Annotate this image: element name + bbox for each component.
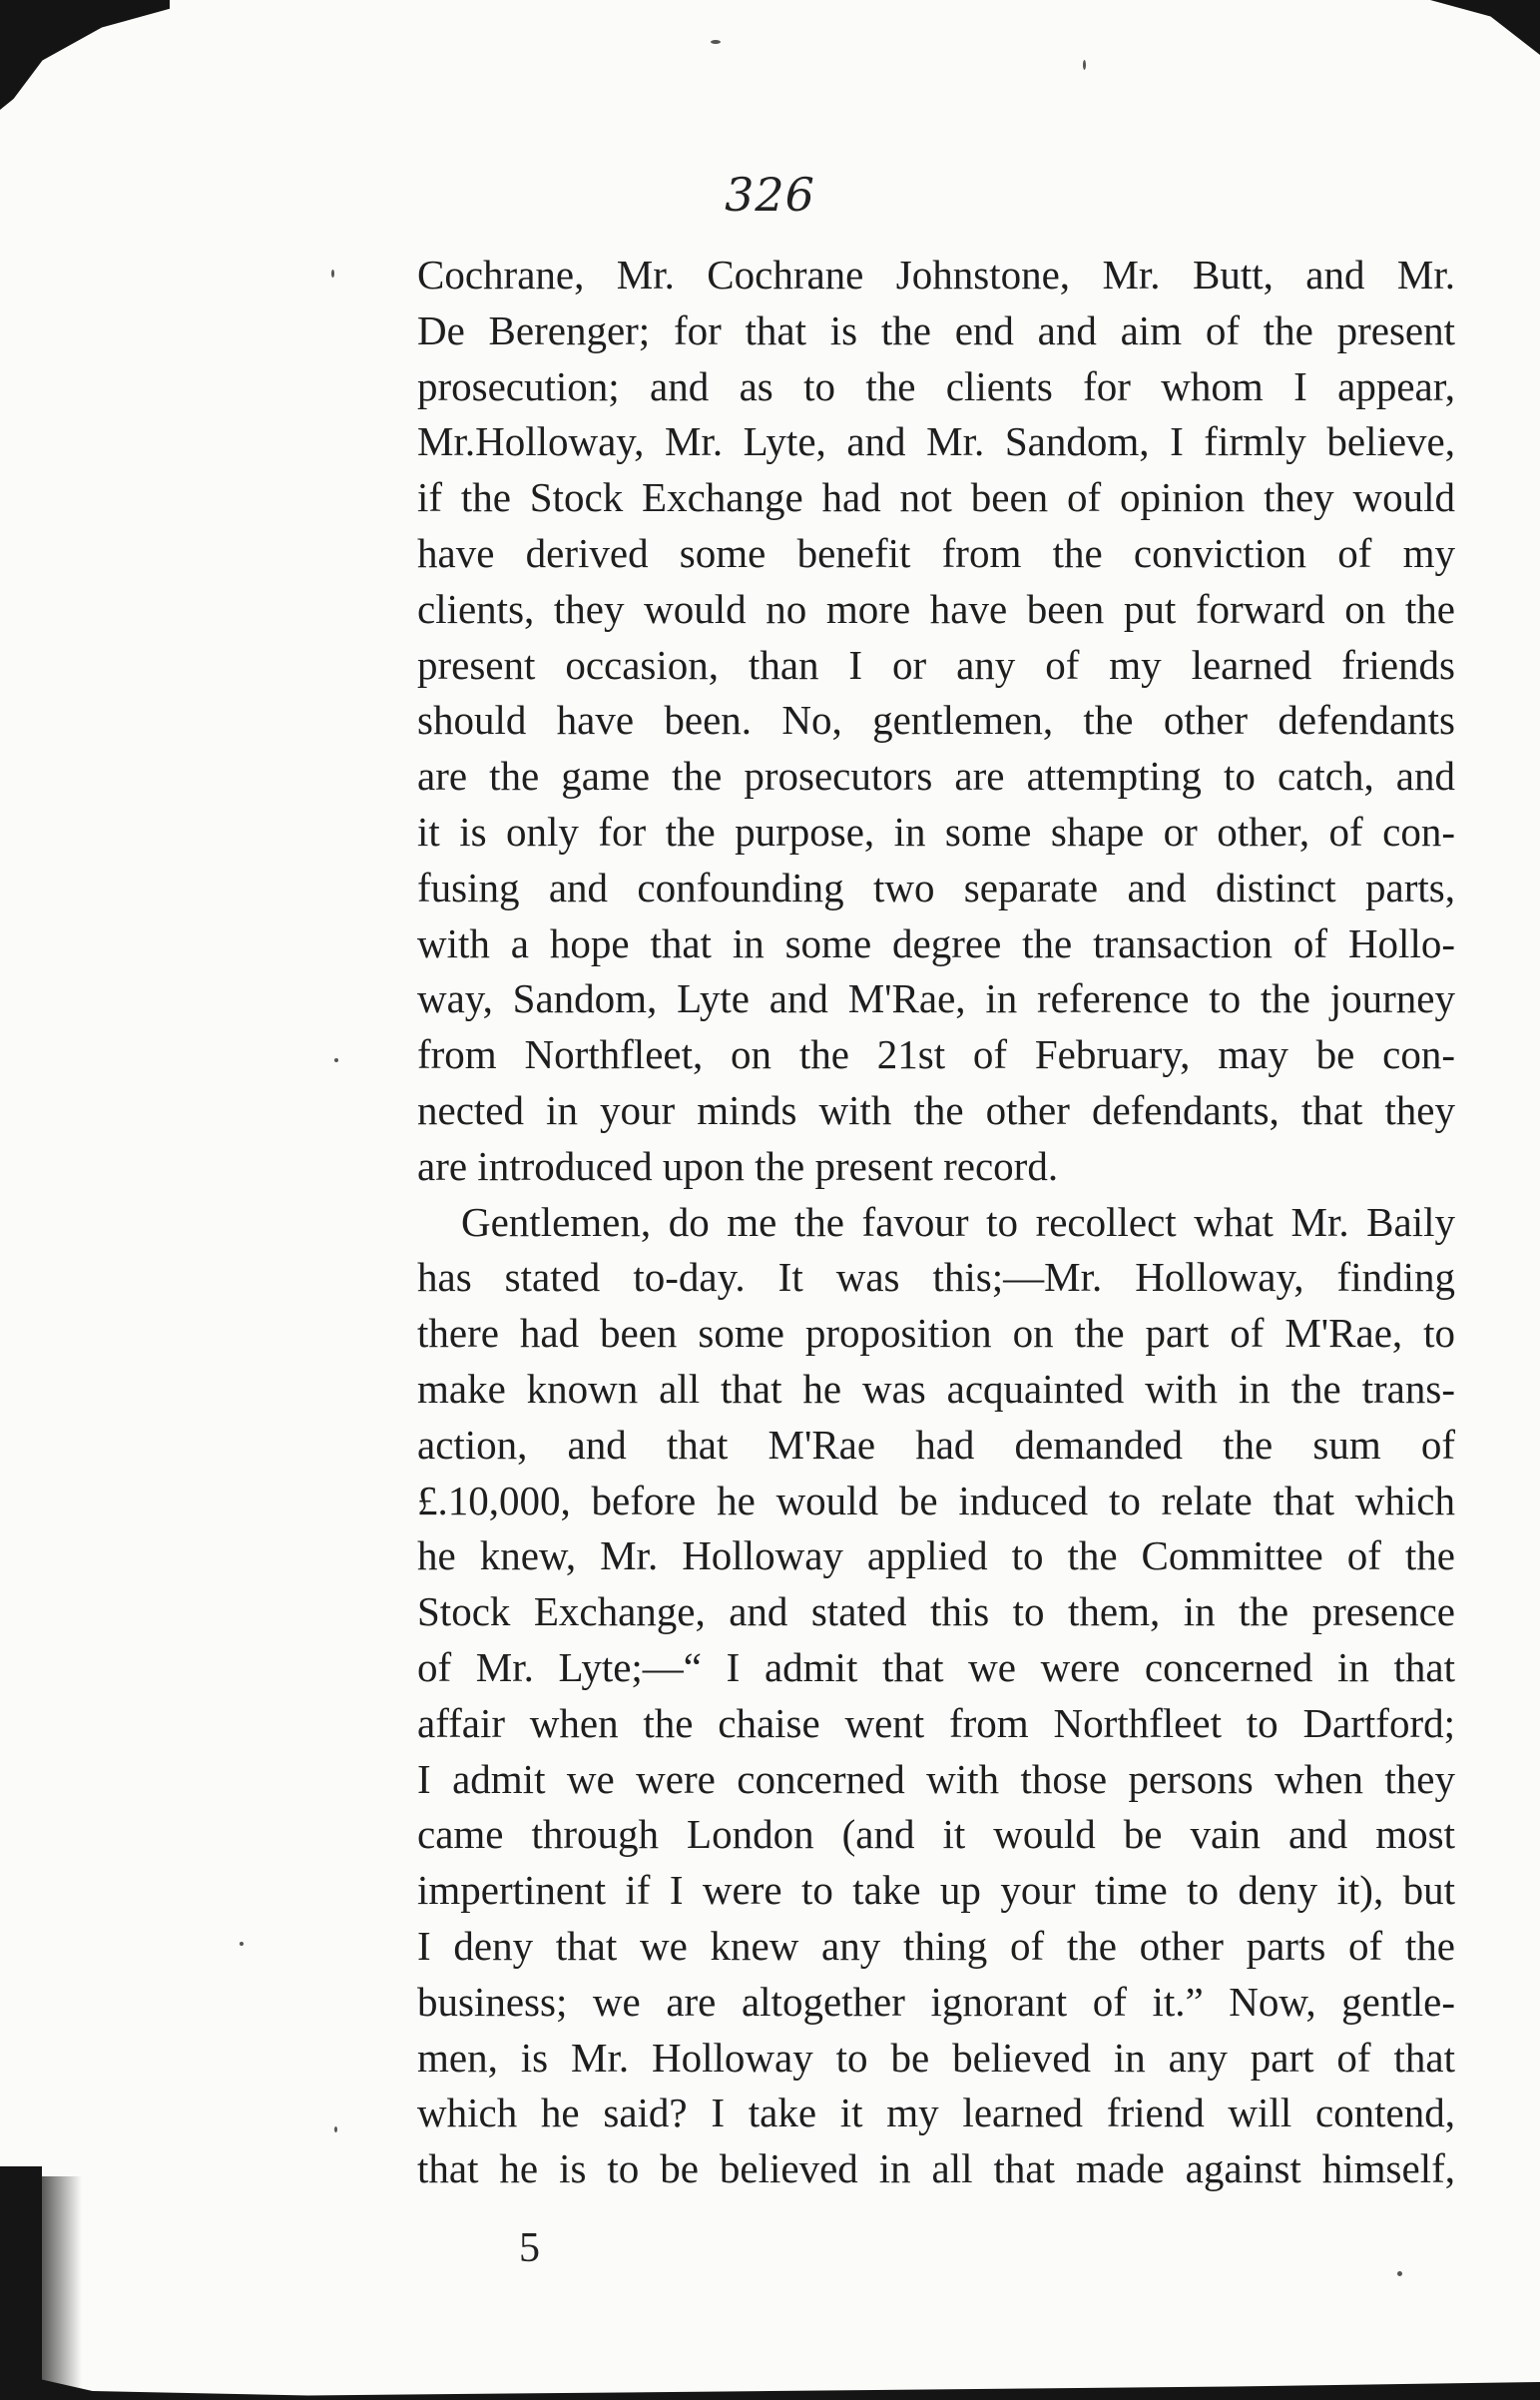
text-line: De Berenger; for that is the end and aim of the present (417, 306, 1455, 353)
text-line: which he said? I take it my learned friend will contend, (417, 2090, 1455, 2136)
text-line: prosecution; and as to the clients for whom I appear, (417, 362, 1455, 409)
text-line: with a hope that in some degree the transaction of Hollo- (417, 919, 1455, 966)
page-number: 326 (725, 168, 815, 222)
scan-edge-left (0, 2166, 42, 2400)
text-line: business; we are altogether ignorant of it.” Now, gentle- (417, 1978, 1455, 2025)
signature-mark: 5 (519, 2225, 540, 2271)
paragraph-1 (417, 248, 1455, 1195)
text-line: impertinent if I were to take up your time to deny it), but (417, 1867, 1455, 1914)
text-line: he knew, Mr. Holloway applied to the Committee of the (417, 1532, 1455, 1579)
text-line: clients, they would no more have been put forward on the (417, 585, 1455, 632)
text-line: present occasion, than I or any of my learned friends (417, 641, 1455, 688)
text-line: Cochrane, Mr. Cochrane Johnstone, Mr. Butt, and Mr. (417, 252, 1455, 298)
scan-speck (1083, 60, 1086, 70)
text-line: make known all that he was acquainted with in the trans- (417, 1365, 1455, 1412)
scan-speck (711, 40, 721, 44)
text-line: men, is Mr. Holloway to be believed in any part of that (417, 2034, 1455, 2081)
text-line: if the Stock Exchange had not been of opinion they would (417, 474, 1455, 521)
text-line: that he is to be believed in all that made against himself, (417, 2145, 1455, 2192)
text-line: fusing and confounding two separate and distinct parts, (417, 864, 1455, 910)
text-line: Stock Exchange, and stated this to them, in the presence (417, 1588, 1455, 1635)
body-text (417, 248, 1455, 2197)
text-line: of Mr. Lyte;—“ I admit that we were concerned in that (417, 1643, 1455, 1690)
text-line: I admit we were concerned with those persons when they (417, 1755, 1455, 1802)
text-line: should have been. No, gentlemen, the other defendants (417, 697, 1455, 744)
text-line: has stated to-day. It was this;—Mr. Holloway, finding (417, 1254, 1455, 1301)
scan-edge-top-right (1430, 0, 1540, 55)
text-line: way, Sandom, Lyte and M'Rae, in reference to the journey (417, 975, 1455, 1022)
scan-edge-bottom (0, 2370, 1540, 2400)
scan-edge-top-left (0, 0, 170, 110)
text-line: have derived some benefit from the conviction of my (417, 529, 1455, 576)
text-line: Mr.Holloway, Mr. Lyte, and Mr. Sandom, I firmly believe, (417, 418, 1455, 465)
text-line: there had been some proposition on the part of M'Rae, to (417, 1310, 1455, 1357)
scan-speck (1397, 2271, 1402, 2276)
text-line: affair when the chaise went from Northfleet to Dartford; (417, 1699, 1455, 1746)
paragraph-2 (417, 1195, 1455, 2197)
text-line: action, and that M'Rae had demanded the sum of (417, 1421, 1455, 1468)
scan-speck (331, 270, 334, 278)
text-line: are introduced upon the present record. (417, 1142, 1059, 1189)
scan-edge-left-shadow (42, 2176, 82, 2400)
scan-speck (334, 2126, 337, 2132)
text-line: £.10,000, before he would be induced to relate that which (417, 1477, 1455, 1523)
text-line: nected in your minds with the other defendants, that they (417, 1086, 1455, 1133)
text-line: Gentlemen, do me the favour to recollect what Mr. Baily (461, 1198, 1455, 1245)
text-line: from Northfleet, on the 21st of February, may be con- (417, 1031, 1455, 1078)
text-line: I deny that we knew any thing of the other parts of the (417, 1922, 1455, 1969)
text-line: are the game the prosecutors are attempting to catch, and (417, 753, 1455, 800)
text-line: came through London (and it would be vain and most (417, 1811, 1455, 1858)
scan-speck (334, 1058, 338, 1062)
text-line: it is only for the purpose, in some shape or other, of con- (417, 808, 1455, 855)
scan-speck (240, 1942, 244, 1946)
